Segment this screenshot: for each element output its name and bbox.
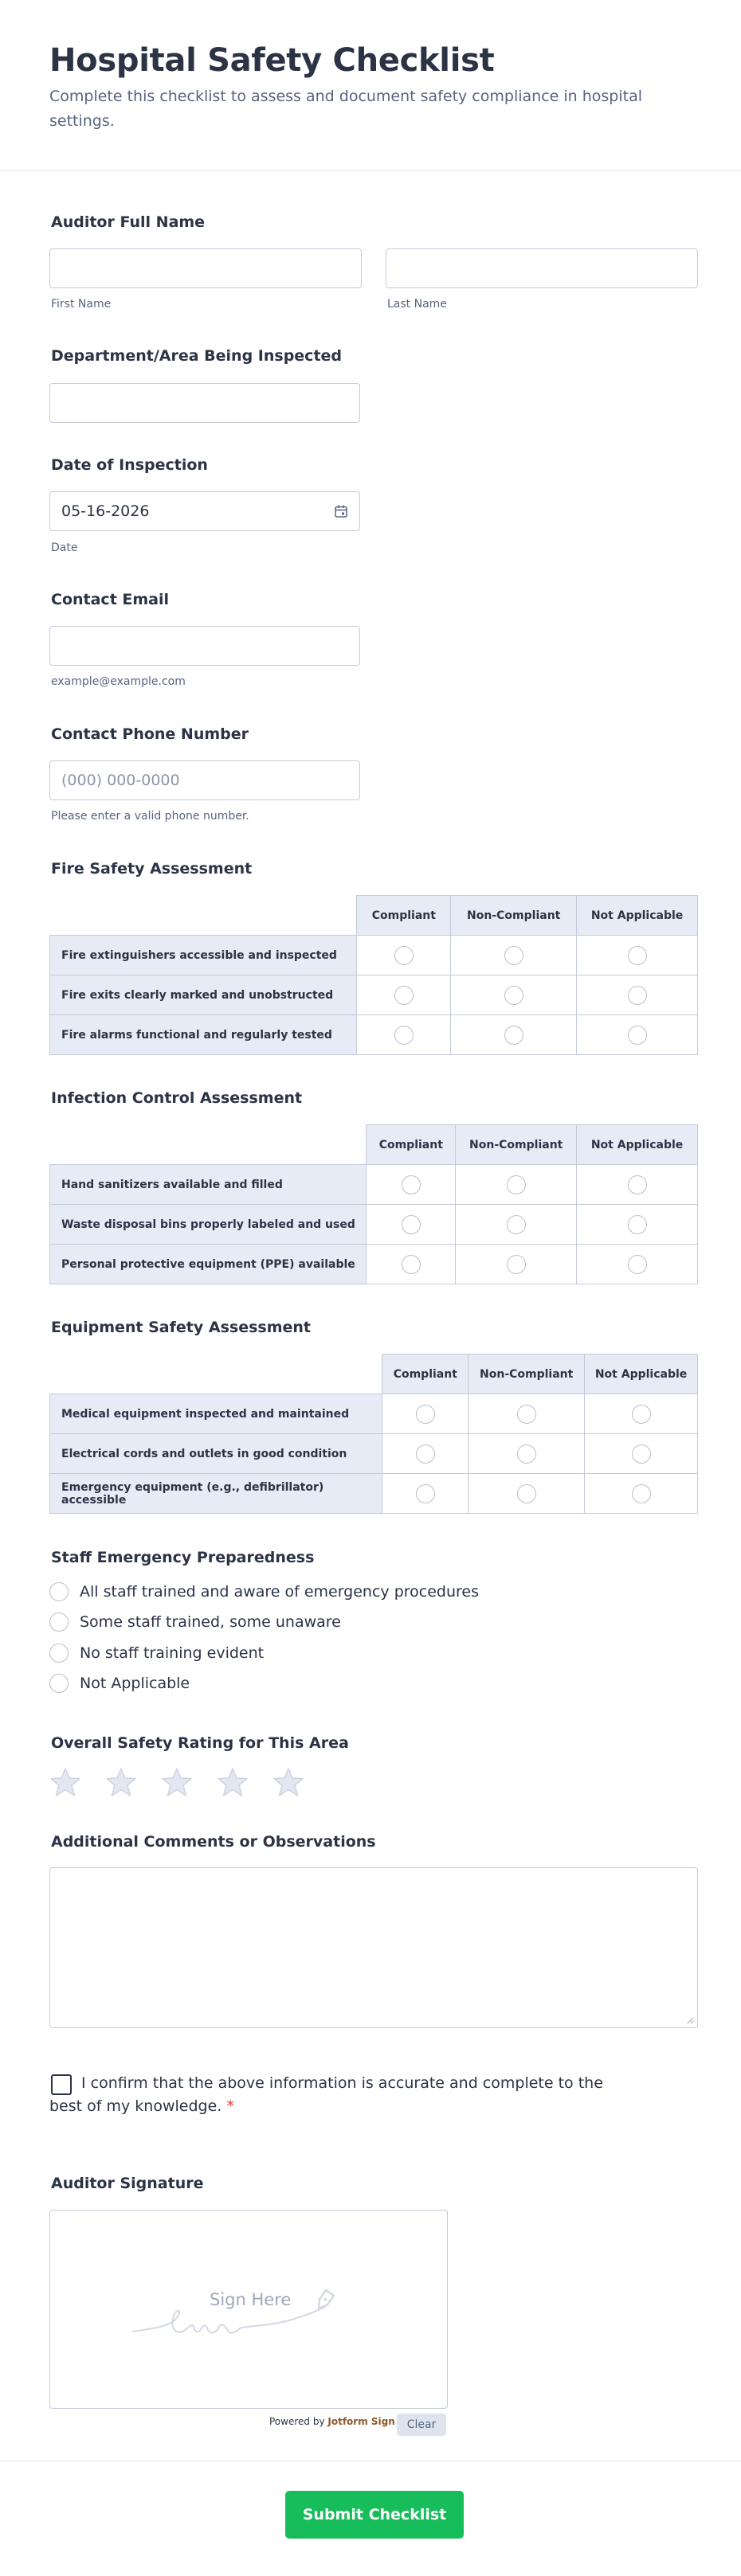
radio-not-applicable[interactable]: [628, 946, 647, 965]
radio-compliant[interactable]: [402, 1215, 421, 1234]
radio-button[interactable]: [49, 1644, 69, 1663]
matrix-column-header: Compliant: [382, 1354, 469, 1394]
resize-handle-icon[interactable]: [686, 2016, 694, 2024]
matrix-row-label: Personal protective equipment (PPE) available: [50, 1245, 367, 1284]
fire-safety-title: Fire Safety Assessment: [51, 860, 253, 878]
radio-non-compliant[interactable]: [504, 946, 523, 965]
matrix-row-label: Waste disposal bins properly labeled and used: [50, 1205, 367, 1245]
confirm-label: I confirm that the above information is accurate and complete to the best of my knowledge.: [49, 2074, 603, 2115]
matrix-column-header: Non-Compliant: [451, 896, 577, 936]
radio-compliant[interactable]: [416, 1484, 435, 1503]
matrix-row-label: Medical equipment inspected and maintained: [50, 1394, 382, 1434]
comments-textarea[interactable]: [49, 1867, 698, 2028]
infection-control-matrix: [49, 1124, 698, 1284]
infection-control-title: Infection Control Assessment: [51, 1089, 303, 1107]
matrix-row: [50, 1205, 698, 1245]
matrix-row: [50, 1015, 698, 1055]
preparedness-option[interactable]: [49, 1674, 190, 1693]
matrix-column-header: Compliant: [357, 896, 451, 936]
inspection-date-sublabel: Date: [51, 541, 78, 554]
matrix-row: [50, 1165, 698, 1205]
contact-phone-sublabel: Please enter a valid phone number.: [51, 810, 249, 823]
inspection-date-value: 05-16-2026: [61, 502, 150, 520]
first-name-input[interactable]: [49, 248, 362, 288]
required-marker: *: [226, 2097, 234, 2115]
department-label: Department/Area Being Inspected: [51, 347, 343, 365]
last-name-input[interactable]: [386, 248, 698, 288]
form-header: [0, 0, 741, 171]
radio-non-compliant[interactable]: [517, 1405, 536, 1424]
sign-here-label: Sign Here: [210, 2290, 292, 2309]
fire-safety-matrix: [49, 895, 698, 1055]
last-name-sublabel: Last Name: [387, 298, 447, 311]
radio-non-compliant[interactable]: [507, 1215, 526, 1234]
signature-pad[interactable]: [49, 2210, 448, 2409]
matrix-column-header: Non-Compliant: [456, 1125, 577, 1165]
radio-compliant[interactable]: [402, 1175, 421, 1194]
auditor-name-label: Auditor Full Name: [51, 213, 206, 231]
equipment-safety-matrix: [49, 1354, 698, 1514]
matrix-row: [50, 1474, 698, 1514]
contact-phone-label: Contact Phone Number: [51, 725, 249, 743]
matrix-row-label: Fire alarms functional and regularly tested: [50, 1015, 357, 1055]
option-label: All staff trained and aware of emergency procedures: [80, 1583, 480, 1601]
radio-not-applicable[interactable]: [632, 1405, 651, 1424]
option-label: No staff training evident: [80, 1644, 265, 1662]
comments-label: Additional Comments or Observations: [51, 1833, 376, 1851]
matrix-row-label: Fire exits clearly marked and unobstructed: [50, 975, 357, 1015]
star-icon[interactable]: [161, 1766, 193, 1798]
star-icon[interactable]: [217, 1766, 249, 1798]
matrix-row-label: Electrical cords and outlets in good condition: [50, 1434, 382, 1474]
preparedness-option[interactable]: [49, 1582, 479, 1601]
matrix-column-header: Not Applicable: [577, 896, 698, 936]
radio-button[interactable]: [49, 1582, 69, 1601]
matrix-row: [50, 936, 698, 975]
star-icon[interactable]: [105, 1766, 137, 1798]
department-input[interactable]: [49, 383, 360, 423]
calendar-icon[interactable]: [334, 504, 348, 518]
radio-button[interactable]: [49, 1674, 69, 1693]
radio-not-applicable[interactable]: [628, 1215, 647, 1234]
radio-compliant[interactable]: [394, 986, 414, 1005]
radio-not-applicable[interactable]: [628, 986, 647, 1005]
matrix-row: [50, 1394, 698, 1434]
radio-compliant[interactable]: [416, 1444, 435, 1464]
star-icon[interactable]: [49, 1766, 81, 1798]
radio-non-compliant[interactable]: [507, 1255, 526, 1274]
radio-non-compliant[interactable]: [517, 1484, 536, 1503]
submit-button[interactable]: Submit Checklist: [285, 2491, 464, 2539]
radio-button[interactable]: [49, 1612, 69, 1632]
star-rating: [49, 1766, 304, 1798]
signature-label: Auditor Signature: [51, 2175, 204, 2192]
option-label: Some staff trained, some unaware: [80, 1613, 341, 1631]
signature-scribble-icon: [130, 2282, 361, 2346]
contact-email-input[interactable]: [49, 626, 360, 666]
matrix-row-label: Hand sanitizers available and filled: [50, 1165, 367, 1205]
powered-prefix: Powered by: [269, 2416, 325, 2427]
matrix-column-header: Not Applicable: [585, 1354, 698, 1394]
preparedness-option[interactable]: [49, 1644, 264, 1663]
radio-compliant[interactable]: [394, 946, 414, 965]
form-subtitle: Complete this checklist to assess and document safety compliance in hospital settings.: [49, 88, 643, 130]
radio-non-compliant[interactable]: [517, 1444, 536, 1464]
contact-phone-input[interactable]: [49, 760, 360, 800]
contact-email-label: Contact Email: [51, 591, 170, 608]
powered-by-text: [269, 2416, 395, 2427]
matrix-column-header: Not Applicable: [577, 1125, 698, 1165]
matrix-row-label: Emergency equipment (e.g., defibrillator) accessible: [50, 1474, 382, 1514]
contact-email-sublabel: example@example.com: [51, 675, 186, 688]
star-icon[interactable]: [272, 1766, 304, 1798]
form-title: Hospital Safety Checklist: [49, 42, 495, 79]
jotform-sign-brand: Jotform Sign: [327, 2416, 395, 2427]
inspection-date-label: Date of Inspection: [51, 456, 208, 474]
radio-non-compliant[interactable]: [504, 986, 523, 1005]
matrix-row: [50, 1434, 698, 1474]
option-label: Not Applicable: [80, 1675, 190, 1692]
matrix-row: [50, 975, 698, 1015]
radio-compliant[interactable]: [416, 1405, 435, 1424]
matrix-column-header: Compliant: [367, 1125, 456, 1165]
first-name-sublabel: First Name: [51, 298, 112, 311]
safety-rating-label: Overall Safety Rating for This Area: [51, 1734, 349, 1752]
contact-phone-placeholder: (000) 000-0000: [61, 772, 180, 789]
clear-signature-button[interactable]: Clear: [397, 2414, 446, 2436]
confirm-text: [49, 2072, 607, 2118]
staff-preparedness-label: Staff Emergency Preparedness: [51, 1549, 315, 1566]
equipment-safety-title: Equipment Safety Assessment: [51, 1319, 311, 1336]
radio-not-applicable[interactable]: [628, 1026, 647, 1045]
radio-not-applicable[interactable]: [632, 1484, 651, 1503]
inspection-date-input[interactable]: [49, 491, 360, 531]
matrix-row: [50, 1245, 698, 1284]
radio-non-compliant[interactable]: [507, 1175, 526, 1194]
matrix-row-label: Fire extinguishers accessible and inspected: [50, 936, 357, 975]
radio-non-compliant[interactable]: [504, 1026, 523, 1045]
radio-compliant[interactable]: [402, 1255, 421, 1274]
radio-not-applicable[interactable]: [632, 1444, 651, 1464]
preparedness-option[interactable]: [49, 1612, 341, 1632]
radio-not-applicable[interactable]: [628, 1255, 647, 1274]
matrix-column-header: Non-Compliant: [469, 1354, 585, 1394]
radio-not-applicable[interactable]: [628, 1175, 647, 1194]
radio-compliant[interactable]: [394, 1026, 414, 1045]
